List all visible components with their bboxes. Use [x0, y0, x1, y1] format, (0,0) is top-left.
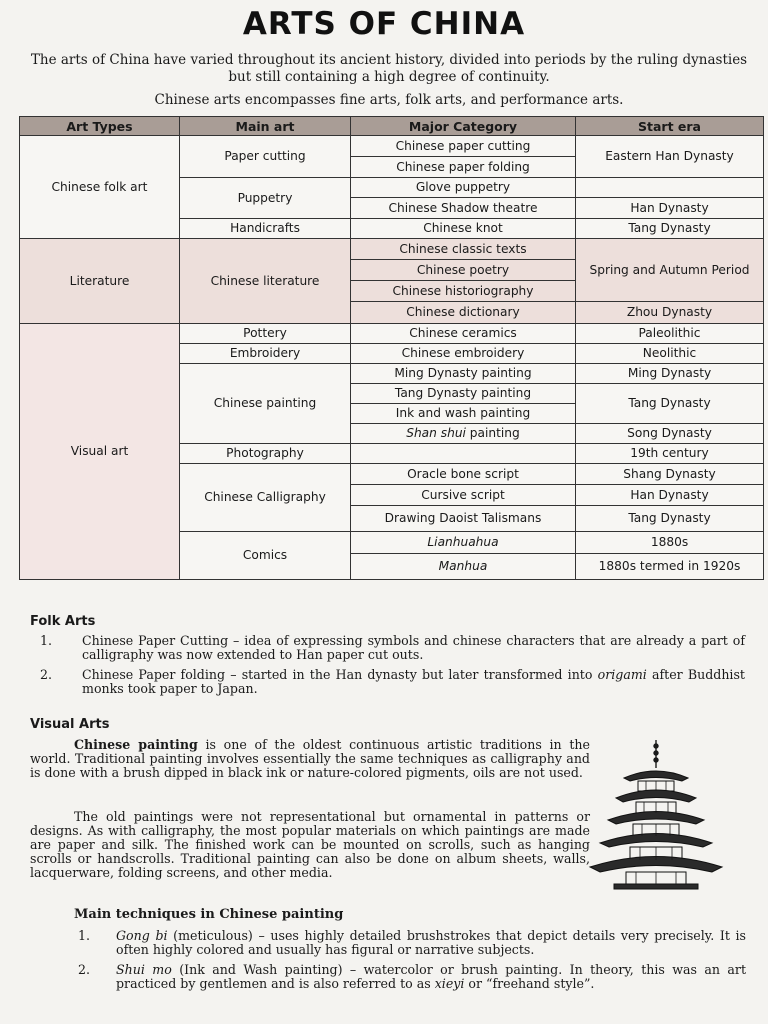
table-cell: Paper cutting [180, 136, 351, 178]
table-cell: Ming Dynasty [576, 364, 764, 384]
list-text-italic: origami [597, 667, 647, 682]
table-cell: Song Dynasty [576, 424, 764, 444]
table-cell-text: painting [465, 426, 520, 440]
table-header-row [20, 117, 764, 136]
table-row [20, 324, 764, 344]
table-cell: Chinese poetry [351, 260, 576, 281]
table-cell: Chinese historiography [351, 281, 576, 302]
visual-paragraph-1 [30, 738, 590, 780]
page-title: ARTS OF CHINA [242, 6, 526, 42]
table-cell: Tang Dynasty [576, 219, 764, 239]
folk-arts-heading: Folk Arts [30, 614, 96, 629]
table-cell [576, 178, 764, 198]
table-cell: Chinese embroidery [351, 344, 576, 364]
arts-table [19, 116, 764, 580]
list-text: (Ink and Wash painting) – watercolor or brush painting. In theory, this was an art practiced by gentlemen and is also referred to as [116, 962, 747, 991]
pagoda-illustration [566, 738, 746, 890]
table-cell: Cursive script [351, 485, 576, 506]
table-row [20, 239, 764, 260]
list-number: 2. [78, 962, 91, 977]
visual-paragraph-2 [30, 810, 590, 880]
list-number: 1. [78, 928, 91, 943]
table-cell: Chinese ceramics [351, 324, 576, 344]
table-cell: Chinese folk art [20, 136, 180, 239]
list-text-italic: xieyi [434, 976, 465, 991]
header-major-category: Major Category [351, 117, 576, 136]
table-cell: Literature [20, 239, 180, 324]
paragraph-lead: Chinese painting [74, 737, 198, 752]
table-cell: 1880s [576, 532, 764, 554]
list-number: 2. [40, 667, 53, 682]
list-text: (meticulous) – uses highly detailed brushstrokes that depict details very precisely. It is often highly colored and usually has figural or narrative subjects. [116, 928, 746, 957]
list-text-italic: Shui mo [116, 962, 172, 977]
paragraph-text: The old paintings were not representational but ornamental in patterns or designs. As with calligraphy, the most popular materials on which paintings are made are paper and silk. The finished work can be mounted on scrolls, such as hanging scrolls or handscrolls. Traditional painting can also be done on album sheets, walls, lacquerware, folding screens, and other media. [30, 809, 590, 880]
intro [18, 52, 760, 115]
table-cell: Tang Dynasty [576, 384, 764, 424]
table-cell: Handicrafts [180, 219, 351, 239]
table-cell: Puppetry [180, 178, 351, 219]
table-cell: Chinese knot [351, 219, 576, 239]
table-cell [351, 424, 576, 444]
table-cell: Photography [180, 444, 351, 464]
table-cell: Glove puppetry [351, 178, 576, 198]
table-cell: Eastern Han Dynasty [576, 136, 764, 178]
list-item [40, 668, 745, 696]
table-cell: Embroidery [180, 344, 351, 364]
table-cell: 1880s termed in 1920s [576, 554, 764, 580]
table-cell: 19th century [576, 444, 764, 464]
list-text: or “freehand style”. [464, 976, 595, 991]
table-cell: Manhua [351, 554, 576, 580]
table-cell: Chinese Calligraphy [180, 464, 351, 532]
list-text: after Buddhist monks took paper to Japan. [82, 667, 745, 696]
table-cell-italic: Shan shui [406, 426, 466, 440]
list-text: Chinese Paper Cutting – idea of expressing symbols and chinese characters that are already a part of calligraphy was now extended to Han paper cut outs. [82, 633, 745, 662]
techniques-heading: Main techniques in Chinese painting [74, 907, 344, 922]
table-cell: Visual art [20, 324, 180, 580]
table-row [20, 136, 764, 157]
intro-paragraph-1: The arts of China have varied throughout its ancient history, divided into periods by the ruling dynasties but still containing a high degree of continuity. [30, 52, 748, 85]
table-cell: Chinese dictionary [351, 302, 576, 324]
folk-arts-list [40, 634, 745, 702]
list-number: 1. [40, 633, 53, 648]
table-cell: Chinese paper cutting [351, 136, 576, 157]
table-cell: Chinese paper folding [351, 157, 576, 178]
intro-paragraph-2: Chinese arts encompasses fine arts, folk arts, and performance arts. [154, 92, 624, 108]
table-cell: Drawing Daoist Talismans [351, 506, 576, 532]
table-cell: Tang Dynasty [576, 506, 764, 532]
list-text: Chinese Paper folding – started in the Han dynasty but later transformed into [82, 667, 598, 682]
table-cell: Han Dynasty [576, 485, 764, 506]
paragraph-text: is one of the oldest continuous artistic traditions in the world. Traditional painting involves essentially the same techniques as calligraphy and is done with a brush dipped in black ink or nature-colored pigments, oils are not used. [30, 737, 590, 780]
table-cell: Pottery [180, 324, 351, 344]
list-item [78, 929, 746, 957]
table-cell: Shang Dynasty [576, 464, 764, 485]
table-cell: Han Dynasty [576, 198, 764, 219]
list-item [40, 634, 745, 662]
header-art-types: Art Types [20, 117, 180, 136]
table-cell: Lianhuahua [351, 532, 576, 554]
table-cell: Zhou Dynasty [576, 302, 764, 324]
visual-arts-heading: Visual Arts [30, 717, 110, 732]
table-cell: Neolithic [576, 344, 764, 364]
list-text-italic: Gong bi [116, 928, 168, 943]
table-cell: Chinese Shadow theatre [351, 198, 576, 219]
list-item [78, 963, 746, 991]
techniques-list [78, 929, 746, 997]
table-cell: Comics [180, 532, 351, 580]
header-start-era: Start era [576, 117, 764, 136]
table-cell: Chinese painting [180, 364, 351, 444]
table-cell: Tang Dynasty painting [351, 384, 576, 404]
table-cell: Oracle bone script [351, 464, 576, 485]
table-cell: Paleolithic [576, 324, 764, 344]
table-cell: Ink and wash painting [351, 404, 576, 424]
table-cell: Spring and Autumn Period [576, 239, 764, 302]
table-cell: Ming Dynasty painting [351, 364, 576, 384]
table-cell [351, 444, 576, 464]
table-cell: Chinese literature [180, 239, 351, 324]
table-cell: Chinese classic texts [351, 239, 576, 260]
header-main-art: Main art [180, 117, 351, 136]
